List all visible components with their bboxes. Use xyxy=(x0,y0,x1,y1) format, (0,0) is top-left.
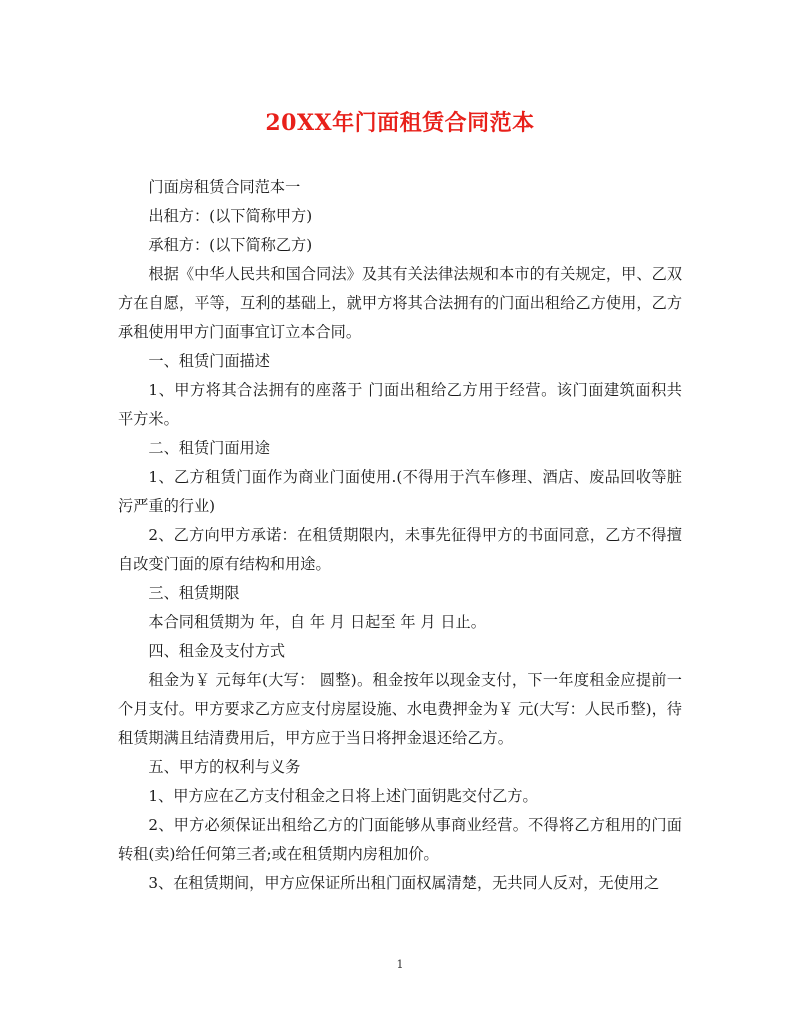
document-title: 20XX年门面租赁合同范本 xyxy=(265,110,535,136)
section-heading: 一、租赁门面描述 xyxy=(148,352,270,370)
paragraph: 租金为￥ 元每年(大写： 圆整)。租金按年以现金支付，下一年度租金应提前一个月支付。甲方要求乙方应支付房屋设施、水电费押金为￥ 元(大写：人民币整)，待租赁期满且结清费用后，甲方应于当日将押金退还给乙方。 xyxy=(118,671,682,747)
paragraph: 根据《中华人民共和国合同法》及其有关法律法规和本市的有关规定，甲、乙双方在自愿，平等，互利的基础上，就甲方将其合法拥有的门面出租给乙方使用，乙方承租使用甲方门面事宜订立本合同。 xyxy=(118,265,682,341)
paragraph: 本合同租赁期为 年，自 年 月 日起至 年 月 日止。 xyxy=(148,613,486,631)
paragraph: 出租方：(以下简称甲方) xyxy=(148,207,313,225)
paragraph: 3、在租赁期间，甲方应保证所出租门面权属清楚，无共同人反对，无使用之 xyxy=(148,874,660,892)
paragraph: 2、乙方向甲方承诺：在租赁期限内，未事先征得甲方的书面同意，乙方不得擅自改变门面的原有结构和用途。 xyxy=(118,526,682,573)
section-heading: 二、租赁门面用途 xyxy=(148,439,270,457)
document-body xyxy=(118,173,682,898)
section-heading: 四、租金及支付方式 xyxy=(148,642,286,660)
paragraph: 1、甲方将其合法拥有的座落于 门面出租给乙方用于经营。该门面建筑面积共 平方米。 xyxy=(118,381,682,428)
paragraph: 门面房租赁合同范本一 xyxy=(148,178,301,196)
paragraph: 承租方：(以下简称乙方) xyxy=(148,236,313,254)
section-heading: 五、甲方的权利与义务 xyxy=(148,758,301,776)
section-heading: 三、租赁期限 xyxy=(148,584,240,602)
paragraph: 1、甲方应在乙方支付租金之日将上述门面钥匙交付乙方。 xyxy=(148,787,538,805)
page-number: 1 xyxy=(396,958,404,971)
paragraph: 1、乙方租赁门面作为商业门面使用.(不得用于汽车修理、酒店、废品回收等脏污严重的行业) xyxy=(118,468,682,515)
paragraph: 2、甲方必须保证出租给乙方的门面能够从事商业经营。不得将乙方租用的门面转租(卖)给任何第三者;或在租赁期内房租加价。 xyxy=(118,816,682,863)
